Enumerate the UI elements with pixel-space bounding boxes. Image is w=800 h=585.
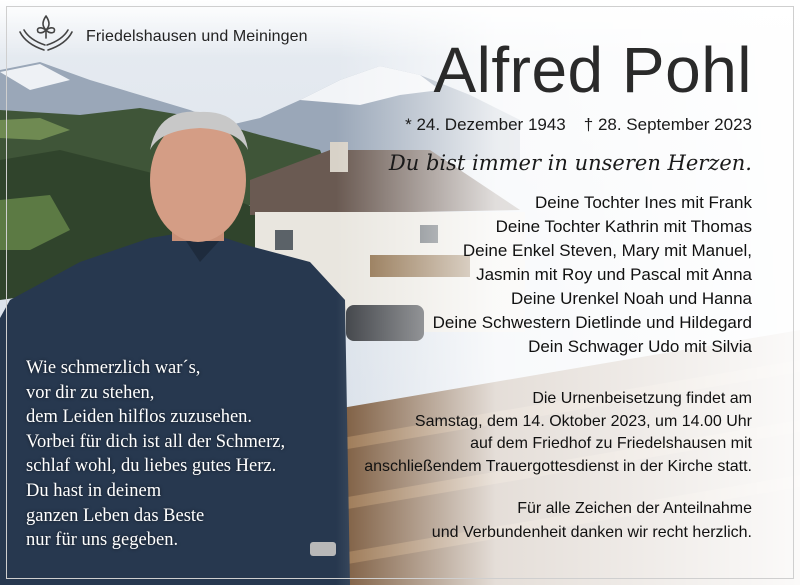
thanks-line: und Verbundenheit danken wir recht herzlich.: [431, 524, 752, 541]
deceased-name: Alfred Pohl: [433, 34, 752, 106]
burial-line: auf dem Friedhof zu Friedelshausen mit: [470, 435, 752, 452]
mourner-line: Deine Tochter Kathrin mit Thomas: [495, 217, 752, 236]
poem-line: ganzen Leben das Beste: [26, 505, 205, 526]
poem-line: Wie schmerzlich war´s,: [26, 358, 201, 378]
motto: Du bist immer in unseren Herzen.: [388, 151, 752, 175]
poem-line: dem Leiden hilflos zuzusehen.: [26, 407, 253, 428]
mourners-list: [433, 191, 752, 359]
poem-line: vor dir zu stehen,: [26, 382, 155, 403]
burial-line: Die Urnenbeisetzung findet am: [532, 390, 752, 407]
birth-date: * 24. Dezember 1943: [405, 115, 566, 134]
mourner-line: Deine Urenkel Noah und Hanna: [511, 289, 752, 308]
header: [16, 10, 308, 56]
mourner-line: Dein Schwager Udo mit Silvia: [528, 337, 752, 356]
mourner-line: Jasmin mit Roy und Pascal mit Anna: [476, 265, 752, 284]
location-text: Friedelshausen und Meiningen: [86, 28, 308, 45]
poem-line: schlaf wohl, du liebes gutes Herz.: [26, 456, 277, 477]
mourner-line: Deine Enkel Steven, Mary mit Manuel,: [462, 241, 752, 260]
poem: [26, 356, 285, 553]
mourner-line: Deine Tochter Ines mit Frank: [535, 193, 752, 212]
burial-line: Samstag, dem 14. Oktober 2023, um 14.00 Uhr: [414, 412, 752, 430]
burial-info: [364, 388, 752, 478]
burial-line: anschließendem Trauergottesdienst in der Kirche statt.: [364, 457, 752, 475]
poem-line: Vorbei für dich ist all der Schmerz,: [26, 431, 286, 452]
poem-line: Du hast in deinem: [26, 480, 162, 501]
thanks-line: Für alle Zeichen der Anteilnahme: [517, 500, 752, 517]
life-dates: [405, 115, 752, 135]
death-date: † 28. September 2023: [583, 115, 752, 134]
mourner-line: Deine Schwestern Dietlinde und Hildegard: [432, 313, 752, 332]
thanks-text: [432, 497, 752, 545]
poem-line: nur für uns gegeben.: [26, 530, 179, 551]
hands-with-flower-icon: [16, 10, 76, 56]
